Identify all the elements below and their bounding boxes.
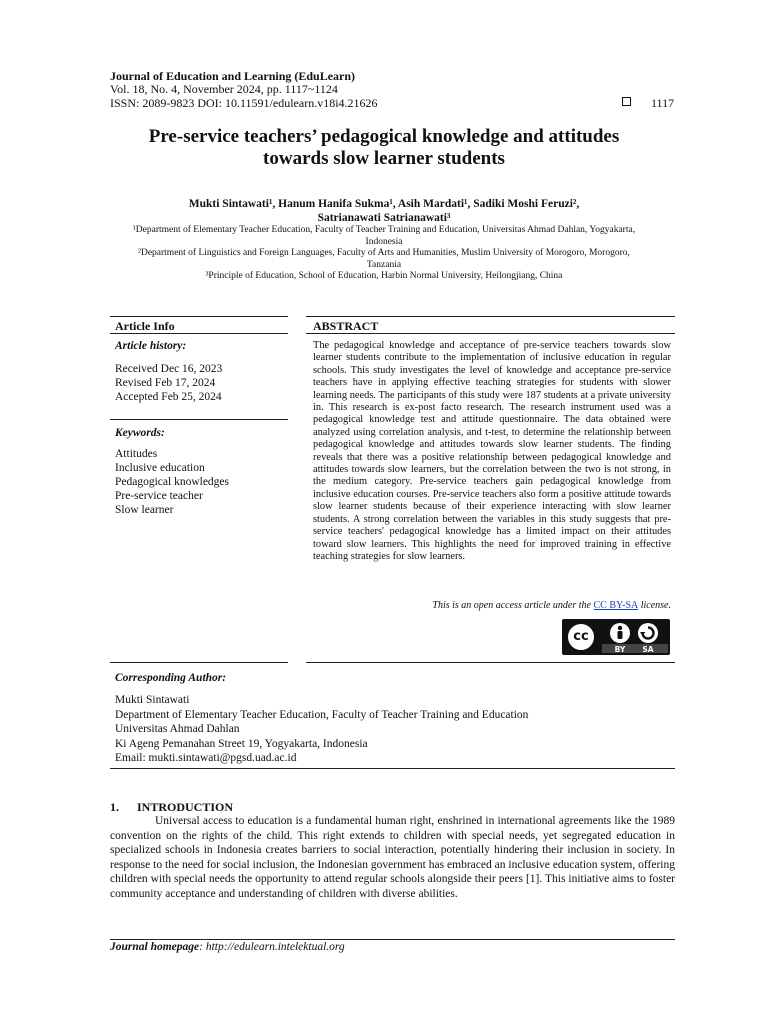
affiliations	[130, 225, 638, 283]
footer-divider	[110, 939, 675, 940]
history-received: Received Dec 16, 2023	[115, 363, 223, 375]
introduction-paragraph: Universal access to education is a fundamental human right, enshrined in international agreements like the 1989 convention on the rights of the child. This right extends to children with special needs, yet segregated education in specialized schools in Indonesia creates barriers to social interaction, potentially hindering their inclusion in society. In response to the need for social inclusion, the Indonesian government has embraced an inclusive education system, offering children with special needs the opportunity to attend regular schools alongside their peers [1]. This initiative aims to foster community acceptance and understanding of children with diverse abilities.	[110, 815, 675, 900]
section-title: INTRODUCTION	[137, 800, 234, 814]
divider	[110, 768, 675, 769]
cc-by-sa-link[interactable]: CC BY-SA	[593, 600, 639, 611]
keyword: Attitudes	[115, 448, 158, 460]
divider	[306, 316, 675, 317]
corresponding-heading: Corresponding Author:	[115, 672, 227, 684]
section-heading	[110, 800, 233, 815]
keyword: Pedagogical knowledges	[115, 476, 230, 488]
authors-line: Satrianawati Satrianawati³	[317, 212, 451, 224]
license-prefix: This is an open access article under the	[432, 600, 594, 611]
sa-share-icon	[638, 623, 658, 643]
corresponding-university: Universitas Ahmad Dahlan	[115, 723, 240, 735]
article-history	[115, 362, 290, 404]
homepage-separator: :	[199, 941, 206, 953]
corresponding-email: Email: mukti.sintawati@pgsd.uad.ac.id	[115, 752, 297, 764]
divider	[306, 662, 675, 663]
keyword: Slow learner	[115, 504, 174, 516]
affiliation: ²Department of Linguistics and Foreign Languages, Faculty of Arts and Humanities, Muslim University of Morogoro, Morogoro, Tanzania	[138, 248, 630, 270]
license-suffix: license.	[638, 600, 671, 611]
keyword: Inclusive education	[115, 462, 205, 474]
page-number: 1117	[651, 96, 675, 110]
author-list	[120, 197, 648, 225]
keyword: Pre-service teacher	[115, 490, 203, 502]
cc-by-sa-badge[interactable]	[562, 619, 670, 655]
title-line: Pre-service teachers’ pedagogical knowledge and attitudes	[148, 126, 620, 147]
homepage-url[interactable]: http://edulearn.intelektual.org	[205, 941, 345, 953]
homepage-label: Journal homepage	[110, 941, 200, 953]
history-accepted: Accepted Feb 25, 2024	[115, 391, 222, 403]
title-line: towards slow learner students	[263, 148, 505, 169]
history-revised: Revised Feb 17, 2024	[115, 377, 216, 389]
journal-volume: Vol. 18, No. 4, November 2024, pp. 1117~1124	[110, 82, 338, 96]
abstract-heading: ABSTRACT	[313, 319, 379, 333]
divider	[110, 316, 288, 317]
affiliation: ³Principle of Education, School of Education, Harbin Normal University, Heilongjiang, China	[205, 271, 563, 281]
license-note	[313, 600, 671, 611]
corresponding-department: Department of Elementary Teacher Education, Faculty of Teacher Training and Education	[115, 708, 529, 721]
journal-issn-doi: ISSN: 2089-9823 DOI: 10.11591/edulearn.v18i4.21626	[110, 96, 378, 110]
article-history-heading: Article history:	[115, 340, 187, 352]
by-person-icon	[610, 623, 630, 643]
square-icon	[622, 97, 631, 106]
abstract-text: The pedagogical knowledge and acceptance of pre-service teachers towards slow learner students contribute to the implementation of inclusive education in regular schools. This study investigates the level of knowledge and acceptance pre-service teachers have in applying effective teaching strategies for students with slower learning needs. The participants of this study were 187 students at a private university in. This research is ex-post facto research. The research instrument used was a pedagogical knowledge test and attitude questionnaire. The data obtained were analyzed using correlation analysis, and t-test, to determine the relationship between pedagogical knowledge and attitudes towards slow learner students. The finding reveals that there was a positive relationship between pedagogical knowledge and attitudes towards slow learners, but the correlation between the two is not strong, in the medium category. Pre-service teachers gain pedagogical knowledge from inclusive education courses. Pre-service teachers also form a positive attitude towards slow learner students because of their experience interacting with slow learner students. A strong correlation between the variables in this study suggests that pre-service teachers' pedagogical knowledge has a limited impact on their attitudes toward slow learners. This highlights the need for improved training in effective teaching strategies for slow learners.	[313, 340, 671, 562]
paper-title	[0, 126, 768, 170]
article-info-heading: Article Info	[115, 319, 175, 333]
keywords-list	[115, 447, 290, 517]
authors-line: Mukti Sintawati¹, Hanum Hanifa Sukma¹, Asih Mardati¹, Sadiki Moshi Feruzi²,	[188, 198, 580, 210]
keywords-heading: Keywords:	[115, 427, 165, 439]
corresponding-address: Ki Ageng Pemanahan Street 19, Yogyakarta, Indonesia	[115, 737, 368, 750]
affiliation: ¹Department of Elementary Teacher Education, Faculty of Teacher Training and Education, Universitas Ahmad Dahlan, Yogyakarta, Indonesia	[132, 225, 636, 247]
journal-name: Journal of Education and Learning (EduLearn)	[110, 69, 356, 83]
cc-icon: cc	[566, 622, 596, 652]
section-number: 1.	[110, 800, 119, 814]
divider	[110, 662, 288, 663]
journal-homepage	[110, 941, 345, 953]
divider	[110, 419, 288, 420]
sa-label: SA	[642, 645, 654, 654]
by-label: BY	[614, 645, 626, 654]
corresponding-details	[115, 693, 675, 766]
corresponding-name: Mukti Sintawati	[115, 694, 190, 706]
